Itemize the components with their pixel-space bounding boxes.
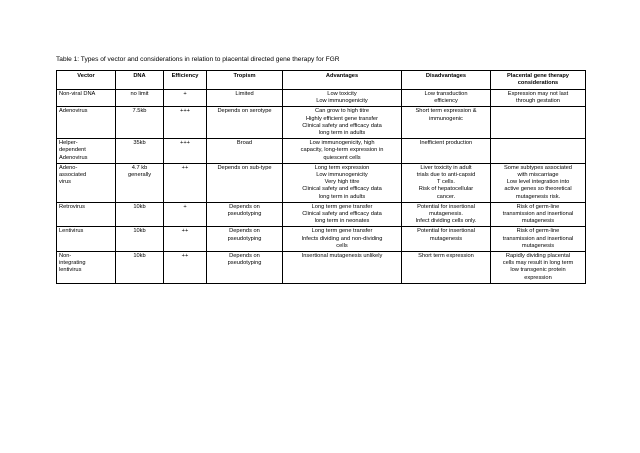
cell-line: Infect dividing cells only. [415, 218, 477, 225]
cell-line: mutagenesis. [429, 211, 463, 218]
advantages-cell [283, 90, 402, 107]
cell-line: pseudotyping [227, 211, 262, 218]
placental-considerations-cell [491, 139, 586, 164]
disadvantages-cell [402, 252, 491, 284]
cell-line: Low toxicity [327, 91, 357, 97]
vector-cell [57, 139, 116, 164]
cell-line: + [183, 91, 187, 97]
tropism-cell [207, 163, 283, 202]
table-row [57, 227, 586, 252]
cell-line: Can grow to high titre [314, 108, 370, 115]
cell-line: Short term expression [418, 253, 474, 260]
cell-line: Low transduction [424, 91, 468, 97]
table-row [57, 90, 586, 107]
cell-line: Risk of germ-line [516, 203, 560, 210]
cell-line: virus [59, 179, 72, 186]
cell-line: Risk of hepatocellular [418, 186, 474, 193]
cell-line: Rapidly dividing placental [505, 253, 571, 260]
cell-line: Long term expression [314, 164, 370, 171]
disadvantages-cell [402, 163, 491, 202]
cell-line: Long term gene transfer [311, 228, 373, 235]
efficiency-cell [164, 252, 207, 284]
advantages-cell [283, 163, 402, 202]
cell-line: Low immunogenicity [316, 172, 368, 179]
efficiency-cell [164, 90, 207, 107]
cell-line: Inefficient production [419, 140, 473, 147]
cell-line: Clinical safety and efficacy data [302, 186, 382, 193]
disadvantages-cell [402, 227, 491, 252]
cell-line: Depends on [229, 228, 260, 235]
cell-line: Low immunogenicity, high [309, 140, 375, 147]
cell-line: Highly efficient gene transfer [306, 115, 378, 122]
header-efficiency: Efficiency [164, 71, 207, 90]
vector-cell [57, 90, 116, 107]
cell-line: Helper- [59, 140, 78, 147]
cell-line: Non- [59, 253, 72, 260]
vector-cell [57, 202, 116, 227]
cell-line: mutagenesis [521, 242, 555, 249]
cell-line: 10kb [133, 228, 146, 235]
cell-line: long term in neonates [314, 218, 370, 225]
cell-line: Some subtypes associated [504, 164, 572, 171]
disadvantages-cell [402, 107, 491, 139]
cell-line: Non-viral DNA [59, 91, 96, 97]
cell-line: +++ [180, 108, 190, 115]
cell-line: ++ [181, 253, 189, 260]
cell-line: Adenovirus [59, 154, 88, 161]
tropism-cell [207, 202, 283, 227]
advantages-cell [283, 227, 402, 252]
cell-line: 35kb [133, 140, 146, 147]
cell-line: associated [59, 172, 87, 179]
cell-line: Potential for insertional [417, 228, 475, 235]
table-row [57, 252, 586, 284]
cell-line: expression [524, 274, 552, 281]
disadvantages-cell [402, 139, 491, 164]
efficiency-cell [164, 107, 207, 139]
cell-line: cancer. [436, 193, 456, 200]
tropism-cell [207, 227, 283, 252]
cell-line: Clinical safety and efficacy data [302, 211, 382, 218]
cell-line: T cells. [437, 179, 455, 186]
tropism-cell [207, 107, 283, 139]
efficiency-cell [164, 163, 207, 202]
cell-line: immunogenic [429, 115, 463, 122]
advantages-cell [283, 139, 402, 164]
cell-line: +++ [180, 140, 190, 147]
disadvantages-cell [402, 90, 491, 107]
dna-cell [116, 227, 164, 252]
cell-line: Depends on sub-type [217, 164, 272, 171]
placental-considerations-cell [491, 252, 586, 284]
dna-cell [116, 163, 164, 202]
vector-cell [57, 163, 116, 202]
cell-line: 7.5kb [132, 108, 147, 115]
disadvantages-cell [402, 202, 491, 227]
table-caption: Table 1: Types of vector and considerations in relation to placental directed gene therapy for FGR [56, 56, 340, 63]
cell-line: Potential for insertional [417, 203, 475, 210]
header-placental-considerations: Placental gene therapy considerations [491, 71, 586, 90]
cell-line: with miscarriage [517, 172, 559, 179]
cell-line: no limit [130, 91, 149, 97]
dna-cell [116, 252, 164, 284]
table-row [57, 163, 586, 202]
cell-line: transmission and insertional [502, 211, 574, 218]
cell-line: dependent [59, 147, 86, 154]
table-header-row [57, 71, 586, 90]
placental-considerations-cell [491, 163, 586, 202]
cell-line: 10kb [133, 253, 146, 260]
tropism-cell [207, 252, 283, 284]
vector-cell [57, 252, 116, 284]
cell-line: mutagenesis [521, 218, 555, 225]
cell-line: efficiency [434, 98, 458, 105]
cell-line: Infects dividing and non-dividing [301, 235, 383, 242]
cell-line: Depends on [229, 253, 260, 260]
cell-line: mutagenesis [429, 235, 463, 242]
cell-line: cells may result in long term [502, 260, 574, 267]
cell-line: Low level integration into [506, 179, 570, 186]
table-row [57, 107, 586, 139]
cell-line: Limited [235, 91, 254, 97]
cell-line: pseudotyping [227, 235, 262, 242]
placental-considerations-cell [491, 90, 586, 107]
cell-line: Depends on serotype [217, 108, 272, 115]
advantages-cell [283, 107, 402, 139]
placental-considerations-cell [491, 107, 586, 139]
placental-considerations-cell [491, 202, 586, 227]
vector-table [56, 70, 586, 284]
cell-line: cells [336, 242, 348, 249]
header-tropism: Tropism [207, 71, 283, 90]
dna-cell [116, 90, 164, 107]
cell-line: Adeno- [59, 164, 78, 171]
tropism-cell [207, 139, 283, 164]
cell-line: long term in adults [318, 193, 366, 200]
cell-line: long term in adults [318, 130, 366, 137]
tropism-cell [207, 90, 283, 107]
cell-line: Insertional mutagenesis unlikely [301, 253, 383, 260]
cell-line: mutagenesis risk. [515, 193, 561, 200]
advantages-cell [283, 202, 402, 227]
cell-line: Long term gene transfer [311, 203, 373, 210]
cell-line: Lentivirus [59, 228, 84, 235]
cell-line: Risk of germ-line [516, 228, 560, 235]
efficiency-cell [164, 139, 207, 164]
cell-line: through gestation [516, 98, 560, 105]
cell-line: quiescent cells [323, 154, 361, 161]
cell-line: trials due to anti-capsid [416, 172, 476, 179]
vector-cell [57, 107, 116, 139]
dna-cell [116, 107, 164, 139]
table-row [57, 202, 586, 227]
cell-line: 4.7 kb [131, 164, 148, 171]
cell-line: Broad [236, 140, 253, 147]
cell-line: Depends on [229, 203, 260, 210]
cell-line: + [183, 203, 187, 210]
cell-line: Clinical safety and efficacy data [302, 122, 382, 129]
cell-line: pseudotyping [227, 260, 262, 267]
cell-line: ++ [181, 228, 189, 235]
cell-line: active genes so theoretical [504, 186, 572, 193]
cell-line: ++ [181, 164, 189, 171]
cell-line: transmission and insertional [502, 235, 574, 242]
dna-cell [116, 202, 164, 227]
dna-cell [116, 139, 164, 164]
cell-line: capacity, long-term expression in [300, 147, 384, 154]
cell-line: 10kb [133, 203, 146, 210]
cell-line: Liver toxicity in adult [420, 164, 472, 171]
header-advantages: Advantages [283, 71, 402, 90]
cell-line: integrating [59, 260, 86, 267]
header-disadvantages: Disadvantages [402, 71, 491, 90]
cell-line: lentivirus [59, 267, 82, 274]
cell-line: generally [127, 172, 152, 179]
efficiency-cell [164, 202, 207, 227]
cell-line: Adenovirus [59, 108, 88, 115]
header-dna: DNA [116, 71, 164, 90]
placental-considerations-cell [491, 227, 586, 252]
cell-line: low transgenic protein [510, 267, 566, 274]
table-row [57, 139, 586, 164]
cell-line: Very high titre [324, 179, 360, 186]
cell-line: Retrovirus [59, 203, 85, 210]
efficiency-cell [164, 227, 207, 252]
vector-cell [57, 227, 116, 252]
header-vector: Vector [57, 71, 116, 90]
cell-line: Low immunogenicity [316, 98, 368, 105]
cell-line: Expression may not last [507, 91, 569, 97]
cell-line: Short term expression & [415, 108, 477, 115]
advantages-cell [283, 252, 402, 284]
